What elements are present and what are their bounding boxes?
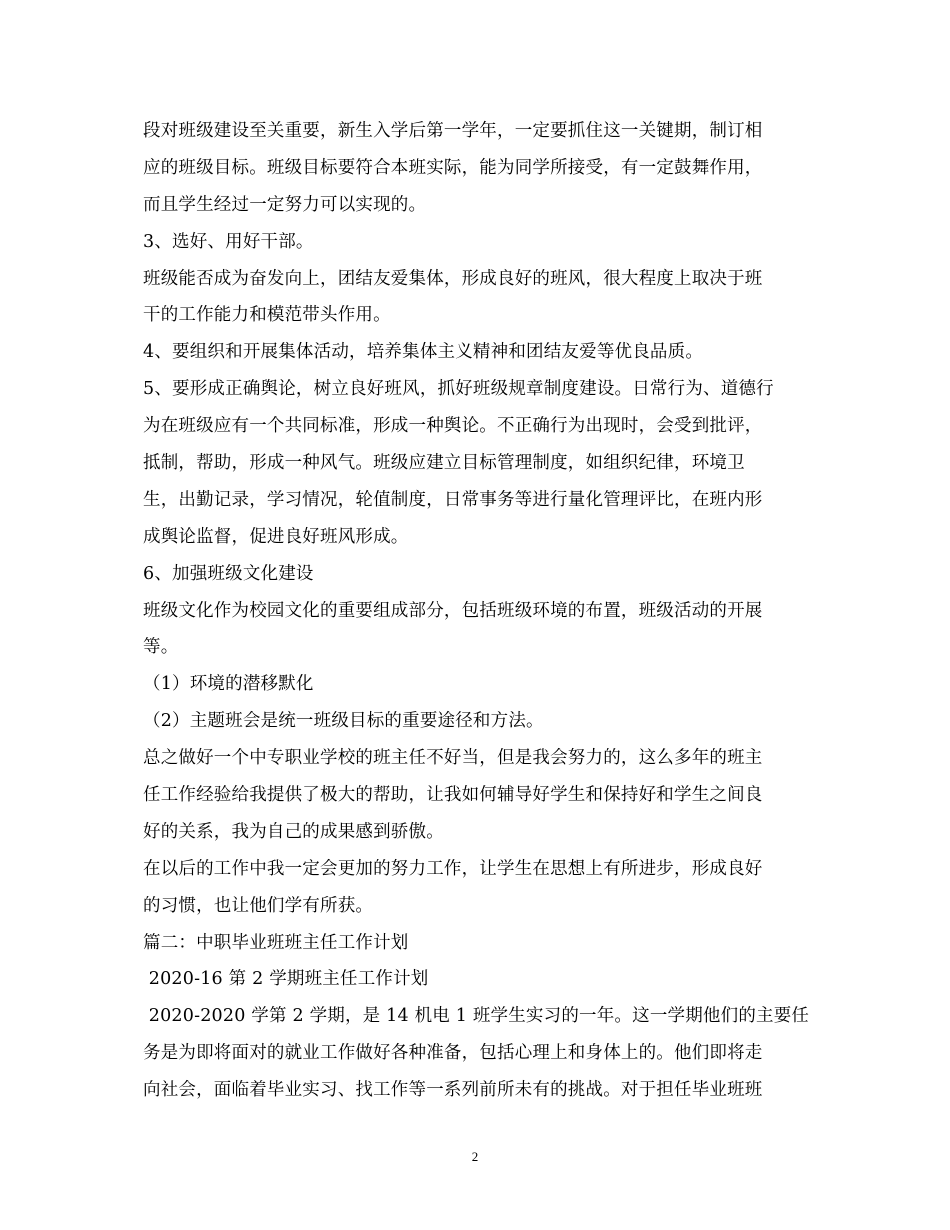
text-line: 等。 [143, 637, 179, 658]
text-line: 为在班级应有一个共同标准，形成一种舆论。不正确行为出现时，会受到批评， [143, 416, 763, 437]
text-line: 总之做好一个中专职业学校的班主任不好当，但是我会努力的，这么多年的班主 [143, 748, 763, 769]
text-line: 班级能否成为奋发向上，团结友爱集体，形成良好的班风，很大程度上取决于班 [143, 268, 763, 289]
text-line: 应的班级目标。班级目标要符合本班实际，能为同学所接受，有一定鼓舞作用， [143, 157, 763, 178]
text-line: 2020-16 第 2 学期班主任工作计划 [143, 969, 429, 990]
text-line: 生，出勤记录，学习情况，轮值制度，日常事务等进行量化管理评比，在班内形 [143, 489, 763, 510]
text-line: 在以后的工作中我一定会更加的努力工作，让学生在思想上有所进步，形成良好 [143, 858, 763, 879]
text-line: 段对班级建设至关重要，新生入学后第一学年，一定要抓住这一关键期，制订相 [143, 121, 763, 141]
text-line: 3、选好、用好干部。 [143, 231, 314, 252]
text-line: 成舆论监督，促进良好班风形成。 [143, 526, 409, 547]
text-line: 抵制，帮助，形成一种风气。班级应建立目标管理制度，如组织纪律，环境卫 [143, 453, 745, 474]
section-heading: 篇二：中职毕业班班主任工作计划 [143, 932, 409, 953]
text-line: 班级文化作为校园文化的重要组成部分，包括班级环境的布置，班级活动的开展 [143, 600, 763, 621]
text-line: 而且学生经过一定努力可以实现的。 [143, 194, 427, 215]
text-line: 的习惯，也让他们学有所获。 [143, 895, 374, 916]
text-line: 2020-2020 学第 2 学期，是 14 机电 1 班学生实习的一年。这一学期他们的主要任 [143, 1006, 810, 1027]
text-line: 4、要组织和开展集体活动，培养集体主义精神和团结友爱等优良品质。 [143, 342, 704, 363]
text-line: 务是为即将面对的就业工作做好各种准备，包括心理上和身体上的。他们即将走 [143, 1043, 763, 1064]
text-line: 5、要形成正确舆论，树立良好班风，抓好班级规章制度建设。日常行为、道德行 [143, 379, 774, 400]
text-line: （1）环境的潜移默化 [143, 674, 314, 695]
text-line: 向社会，面临着毕业实习、找工作等一系列前所未有的挑战。对于担任毕业班班 [143, 1080, 763, 1101]
page-number: 2 [471, 1149, 479, 1164]
text-line: 6、加强班级文化建设 [143, 563, 314, 584]
text-line: 好的关系，我为自己的成果感到骄傲。 [143, 821, 444, 842]
text-line: 任工作经验给我提供了极大的帮助，让我如何辅导好学生和保持好和学生之间良 [143, 785, 763, 806]
text-line: （2）主题班会是统一班级目标的重要途径和方法。 [143, 711, 544, 732]
body-text [143, 113, 815, 1109]
text-line: 干的工作能力和模范带头作用。 [143, 305, 391, 326]
